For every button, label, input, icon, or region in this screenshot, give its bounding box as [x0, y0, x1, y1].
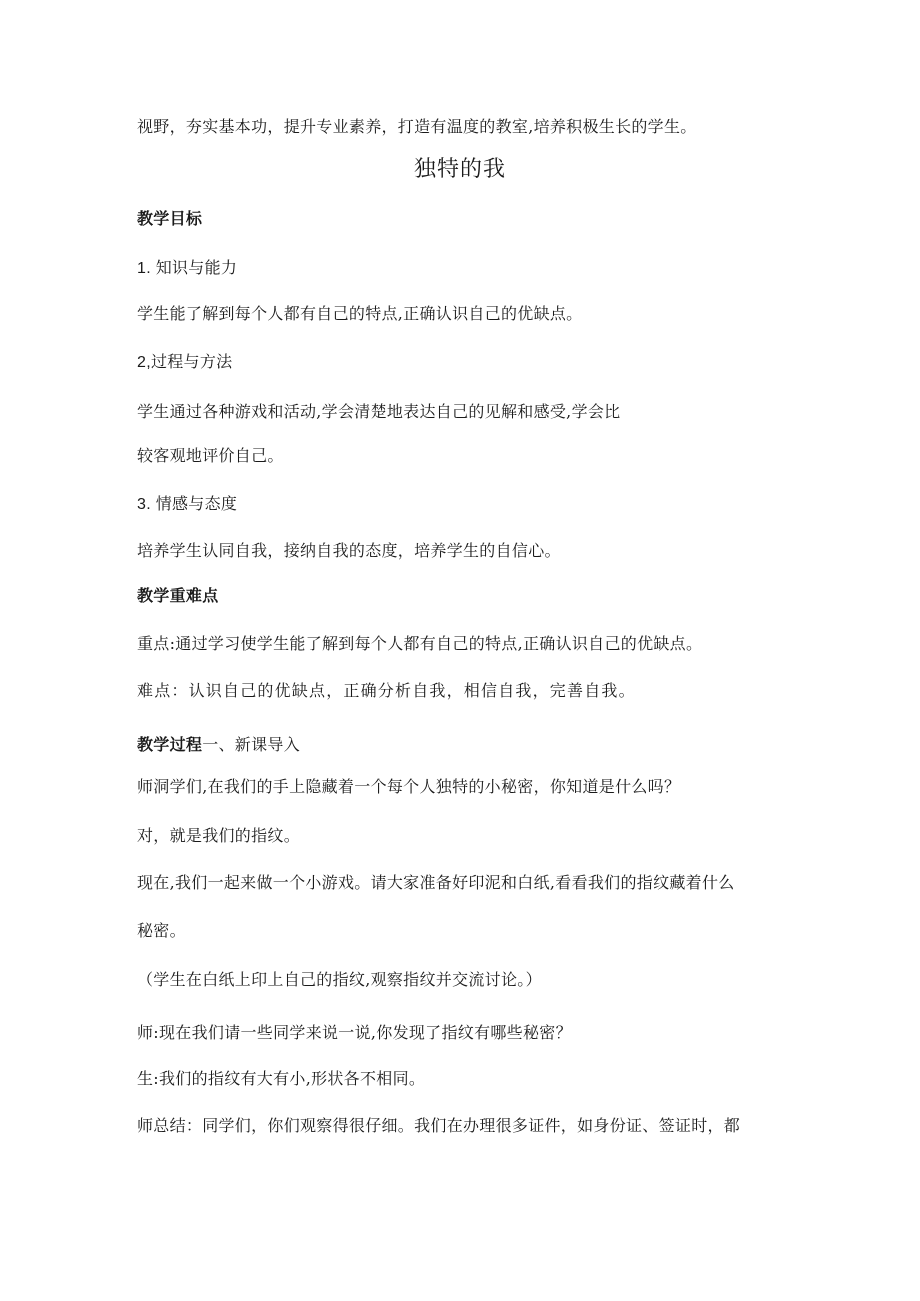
knowledge-heading: 1. 知识与能力 — [137, 260, 238, 277]
process-method-text-2: 较客观地评价自己。 — [137, 446, 284, 465]
teaching-process-label: 教学过程 — [137, 735, 203, 754]
process-paragraph-3-line-2: 秘密。 — [137, 921, 186, 940]
process-paragraph-4: （学生在白纸上印上自己的指纹,观察指纹并交流讨论。） — [137, 970, 542, 989]
emotion-text: 培养学生认同自我，接纳自我的态度，培养学生的自信心。 — [137, 541, 561, 560]
intro-tail-text: 视野，夯实基本功，提升专业素养，打造有温度的教室,培养积极生长的学生。 — [137, 117, 697, 136]
process-paragraph-3-line-1: 现在,我们一起来做一个小游戏。请大家准备好印泥和白纸,看看我们的指纹藏着什么 — [137, 873, 735, 892]
key-points-heading: 教学重难点 — [137, 586, 219, 605]
difficult-point-text: 难点：认识自己的优缺点，正确分析自我，相信自我，完善自我。 — [137, 681, 636, 700]
key-point-text: 重点:通过学习使学生能了解到每个人都有自己的特点,正确认识自己的优缺点。 — [137, 634, 703, 653]
page-title: 独特的我 — [413, 157, 506, 182]
process-paragraph-6: 生:我们的指纹有大有小,形状各不相同。 — [137, 1069, 426, 1088]
process-paragraph-1: 师洞学们,在我们的手上隐藏着一个每个人独特的小秘密，你知道是什么吗？ — [137, 777, 681, 796]
process-paragraph-7: 师总结：同学们，你们观察得很仔细。我们在办理很多证件，如身份证、签证时，都 — [137, 1116, 741, 1135]
process-method-text-1: 学生通过各种游戏和活动,学会清楚地表达自己的见解和感受,学会比 — [137, 402, 621, 421]
process-paragraph-5: 师:现在我们请一些同学来说一说,你发现了指纹有哪些秘密？ — [137, 1023, 572, 1042]
process-method-heading: 2,过程与方法 — [137, 354, 233, 371]
teaching-process-heading — [137, 735, 300, 755]
new-lesson-intro-label: 一、新课导入 — [202, 735, 301, 754]
process-paragraph-2: 对，就是我们的指纹。 — [137, 826, 301, 845]
emotion-heading: 3. 情感与态度 — [137, 496, 238, 513]
objectives-heading: 教学目标 — [137, 209, 203, 228]
knowledge-text: 学生能了解到每个人都有自己的特点,正确认识自己的优缺点。 — [137, 304, 583, 323]
